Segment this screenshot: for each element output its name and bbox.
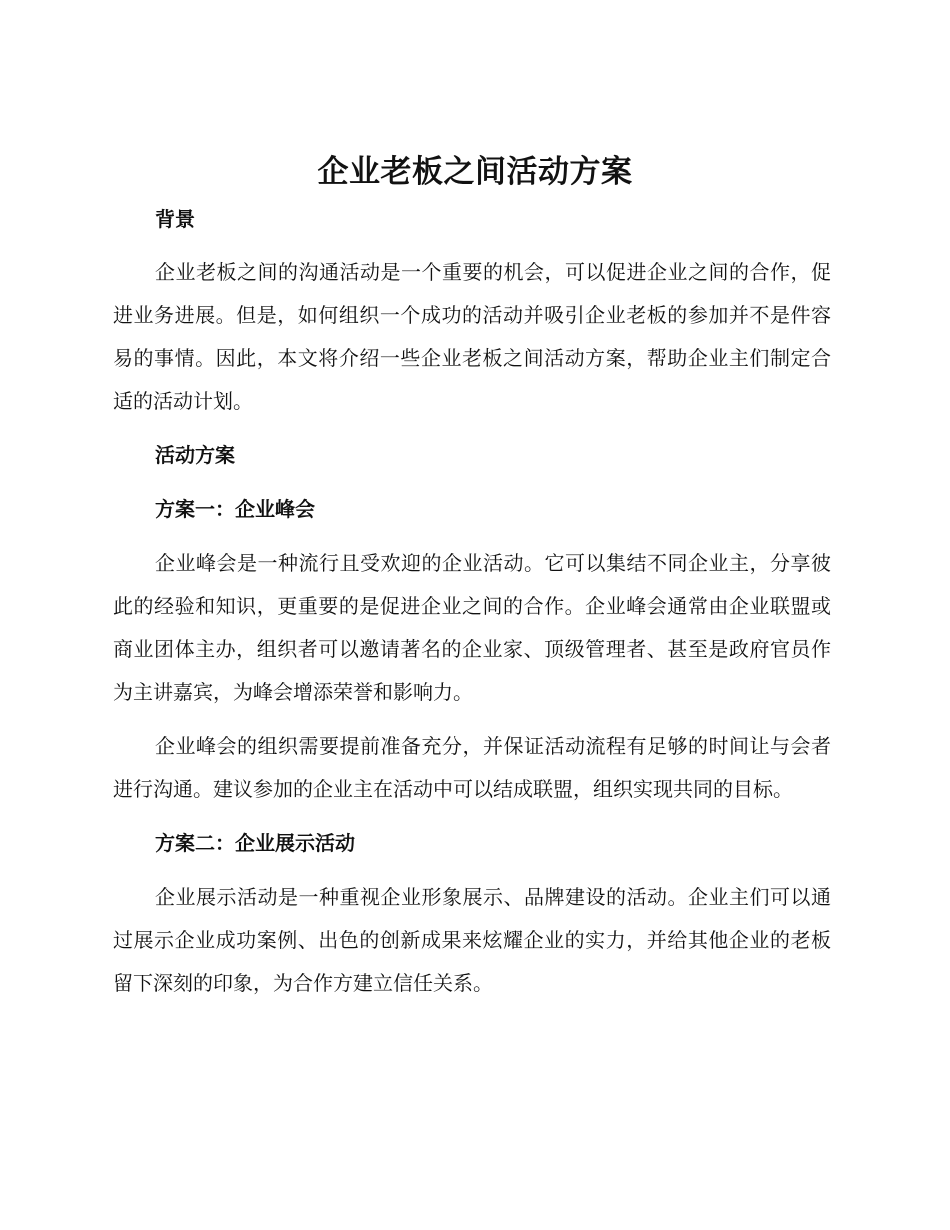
section-heading-plans: 活动方案 — [155, 443, 235, 467]
paragraph-plan1-2: 企业峰会的组织需要提前准备充分，并保证活动流程有足够的时间让与会者进行沟通。建议参加的企业主在活动中可以结成联盟，组织实现共同的目标。 — [113, 734, 831, 801]
section-heading-plan2: 方案二：企业展示活动 — [155, 831, 355, 855]
section-heading-background: 背景 — [155, 207, 195, 231]
paragraph-background: 企业老板之间的沟通活动是一个重要的机会，可以促进企业之间的合作，促进业务进展。但是，如何组织一个成功的活动并吸引企业老板的参加并不是件容易的事情。因此，本文将介绍一些企业老板之间活动方案，帮助企业主们制定合适的活动计划。 — [113, 260, 831, 413]
paragraph-plan1-1: 企业峰会是一种流行且受欢迎的企业活动。它可以集结不同企业主，分享彼此的经验和知识，更重要的是促进企业之间的合作。企业峰会通常由企业联盟或商业团体主办，组织者可以邀请著名的企业家、顶级管理者、甚至是政府官员作为主讲嘉宾，为峰会增添荣誉和影响力。 — [113, 551, 831, 704]
section-heading-plan1: 方案一：企业峰会 — [155, 497, 315, 521]
page-title: 企业老板之间活动方案 — [317, 154, 633, 190]
document-body — [113, 198, 831, 1005]
paragraph-plan2-1: 企业展示活动是一种重视企业形象展示、品牌建设的活动。企业主们可以通过展示企业成功案例、出色的创新成果来炫耀企业的实力，并给其他企业的老板留下深刻的印象，为合作方建立信任关系。 — [113, 885, 831, 995]
